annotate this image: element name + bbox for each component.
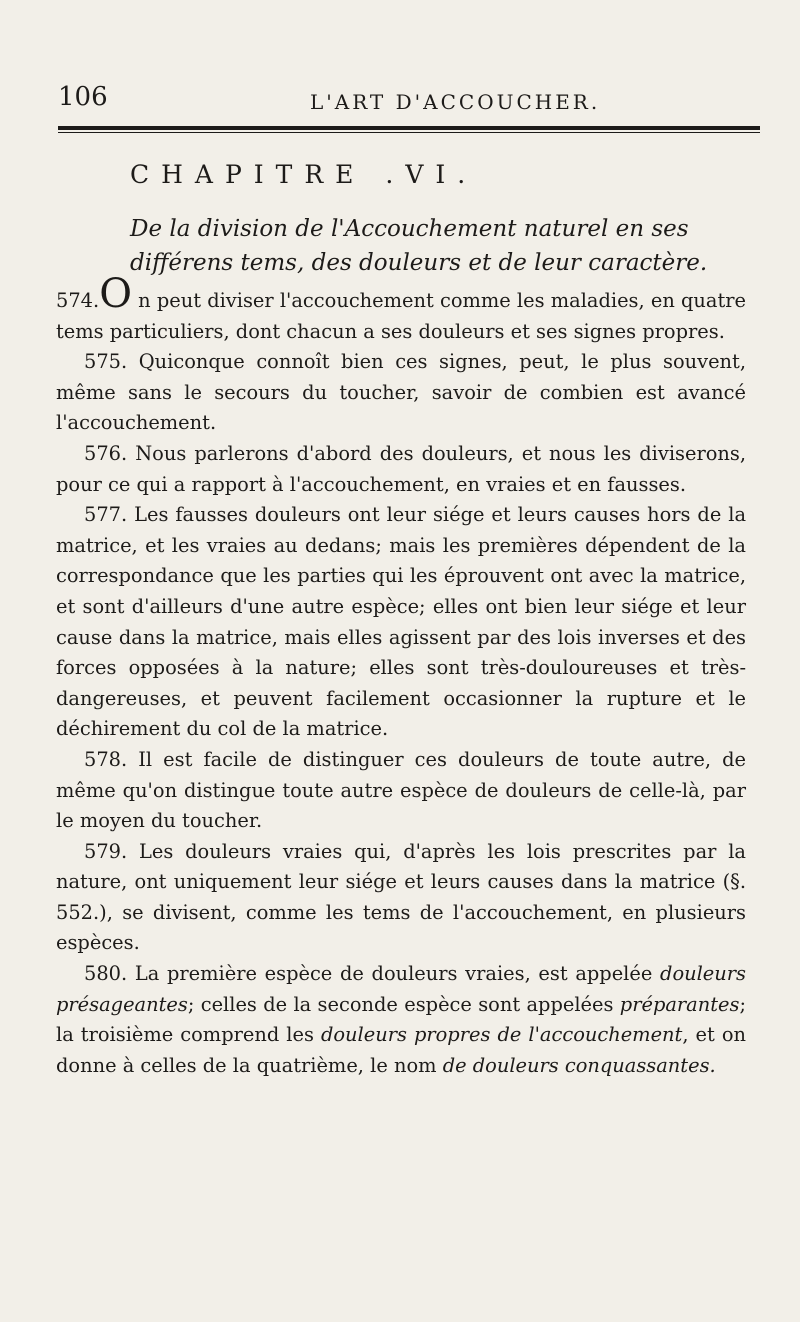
paragraph-text: n peut diviser l'accouchement comme les maladies, en quatre tems particuliers, dont chacun a ses douleurs et ses signes propres.	[56, 289, 746, 343]
paragraph-text: ; celles de la seconde espèce sont appelées	[187, 992, 620, 1016]
header-rule-thin	[58, 132, 760, 133]
paragraph-574	[56, 271, 746, 347]
paragraph-number: 577.	[84, 503, 128, 527]
italic-term: douleurs présageantes	[56, 962, 746, 1016]
header-rule-thick	[58, 126, 760, 130]
drop-cap: O	[99, 271, 132, 317]
running-head	[58, 82, 758, 122]
italic-term: préparantes	[619, 992, 740, 1016]
paragraph-number: 576.	[84, 441, 128, 465]
paragraph-575	[56, 347, 746, 439]
paragraph-number: 575.	[84, 350, 128, 374]
paragraph-number: 579.	[84, 839, 128, 863]
paragraph-text: , et on donne à celles de la quatrième, le nom	[56, 1023, 746, 1077]
body-text	[56, 271, 747, 1081]
paragraph-text: La première espèce de douleurs vraies, est appelée	[134, 962, 661, 986]
italic-term: de douleurs conquassantes.	[442, 1053, 716, 1077]
paragraph-text: Les fausses douleurs ont leur siége et leurs causes hors de la matrice, et les vraies au dedans; mais les premières dépendent de la correspondance que les parties qui les éprouvent ont avec la matrice, et sont d'ailleurs d'une autre espèce; elles ont bien leur siége et leur cause dans la matrice, mais elles agissent par des lois inverses et des forces opposées à la nature; elles sont très-douloureuses et très-dangereuses, et peuvent facilement occasionner la rupture et le déchirement du col de la matrice.	[56, 503, 746, 741]
paragraph-579	[56, 837, 746, 959]
paragraph-text: ; la troisième comprend les	[56, 992, 746, 1047]
chapter-heading: CHAPITRE .VI.	[130, 160, 478, 189]
chapter-subtitle: De la division de l'Accouchement naturel en ses différens tems, des douleurs et de leur caractère.	[130, 216, 708, 276]
paragraph-number: 574.	[56, 289, 100, 312]
paragraph-text: Il est facile de distinguer ces douleurs de toute autre, de même qu'on distingue toute autre espèce de douleurs de celle-là, par le moyen du toucher.	[56, 747, 746, 833]
paragraph-text: Quiconque connoît bien ces signes, peut, le plus souvent, même sans le secours du toucher, savoir de combien est avancé l'accouchement.	[56, 350, 746, 435]
paragraph-number: 580.	[84, 962, 128, 986]
paragraph-580	[56, 959, 746, 1081]
paragraph-text: Les douleurs vraies qui, d'après les lois prescrites par la nature, ont uniquement leur siége et leurs causes dans la matrice (§. 552.), se divisent, comme les tems de l'accouchement, en plusieurs espèces.	[56, 839, 746, 955]
paragraph-576	[56, 439, 746, 500]
running-title: L'ART D'ACCOUCHER.	[310, 90, 601, 114]
paragraph-text: Nous parlerons d'abord des douleurs, et nous les diviserons, pour ce qui a rapport à l'accouchement, en vraies et en fausses.	[56, 441, 747, 496]
paragraph-578	[56, 745, 746, 837]
page-number: 106	[58, 82, 108, 112]
paragraph-number: 578.	[84, 747, 128, 771]
italic-term: douleurs propres de l'accouchement	[320, 1023, 683, 1047]
paragraph-577	[56, 500, 746, 745]
